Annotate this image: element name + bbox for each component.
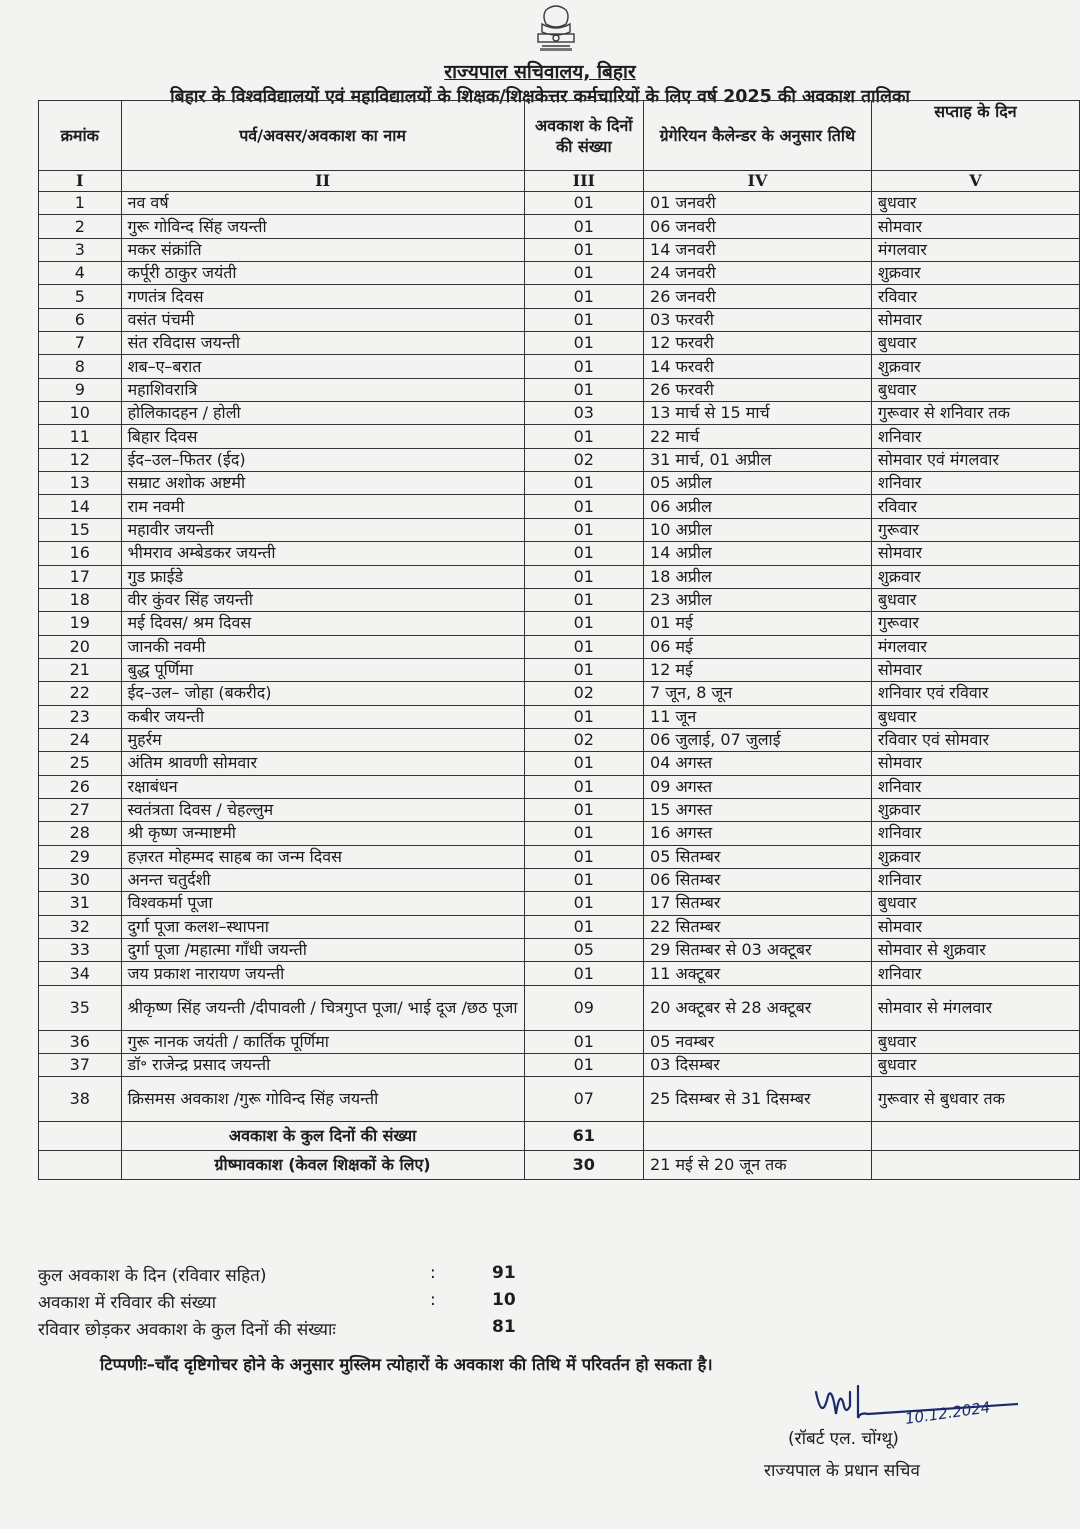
total-date [644,1122,872,1151]
cell-date: 22 सितम्बर [644,915,872,938]
cell-weekday: मंगलवार [871,635,1079,658]
table-row [39,705,1080,728]
cell-sn: 30 [39,868,122,891]
cell-name: विश्वकर्मा पूजा [121,892,524,915]
roman-numeral: V [871,171,1079,192]
total-days-value: 61 [524,1122,643,1151]
cell-weekday: शनिवार [871,962,1079,985]
table-row [39,285,1080,308]
cell-name: दुर्गा पूजा /महात्मा गाँधी जयन्ती [121,939,524,962]
table-row [39,962,1080,985]
cell-weekday: शनिवार [871,425,1079,448]
cell-name: बिहार दिवस [121,425,524,448]
cell-name: अनन्त चतुर्दशी [121,868,524,891]
cell-name: हज़रत मोहम्मद साहब का जन्म दिवस [121,845,524,868]
cell-name: जय प्रकाश नारायण जयन्ती [121,962,524,985]
table-row [39,518,1080,541]
table-row [39,402,1080,425]
cell-name: संत रविदास जयन्ती [121,332,524,355]
cell-days: 01 [524,495,643,518]
cell-date: 05 सितम्बर [644,845,872,868]
cell-date: 14 फरवरी [644,355,872,378]
cell-weekday: शनिवार एवं रविवार [871,682,1079,705]
table-row [39,355,1080,378]
cell-name: गुड फ्राईडे [121,565,524,588]
cell-days: 01 [524,658,643,681]
table-row [39,682,1080,705]
cell-days: 01 [524,635,643,658]
summary-label: कुल अवकाश के दिन (रविवार सहित) [38,1266,267,1286]
cell-days: 01 [524,425,643,448]
cell-date: 12 मई [644,658,872,681]
table-row [39,542,1080,565]
cell-days: 01 [524,612,643,635]
table-row [39,1077,1080,1122]
summer-vacation-date: 21 मई से 20 जून तक [644,1151,872,1180]
cell-sn: 1 [39,192,122,215]
cell-date: 29 सितम्बर से 03 अक्टूबर [644,939,872,962]
cell-date: 12 फरवरी [644,332,872,355]
table-row [39,1030,1080,1053]
cell-name: ईद–उल–फितर (ईद) [121,448,524,471]
cell-weekday: सोमवार [871,542,1079,565]
cell-weekday: सोमवार से मंगलवार [871,985,1079,1030]
cell-weekday: गुरूवार से बुधवार तक [871,1077,1079,1122]
cell-name: श्री कृष्ण जन्माष्टमी [121,822,524,845]
table-row [39,448,1080,471]
cell-name: स्वतंत्रता दिवस / चेहल्लुम [121,798,524,821]
cell-sn: 25 [39,752,122,775]
cell-name: वीर कुंवर सिंह जयन्ती [121,588,524,611]
cell-weekday: सोमवार [871,658,1079,681]
roman-numeral: III [524,171,643,192]
cell-name: भीमराव अम्बेडकर जयन्ती [121,542,524,565]
cell-sn: 22 [39,682,122,705]
cell-weekday: सोमवार से शुक्रवार [871,939,1079,962]
summer-vacation-weekday [871,1151,1079,1180]
cell-name: गणतंत्र दिवस [121,285,524,308]
signatory-name: (रॉबर्ट एल. चोंग्थू) [788,1429,899,1449]
cell-date: 03 दिसम्बर [644,1054,872,1077]
cell-weekday: सोमवार [871,308,1079,331]
cell-days: 05 [524,939,643,962]
cell-weekday: शुक्रवार [871,798,1079,821]
cell-name: मकर संक्रांति [121,238,524,261]
cell-name: डॉ॰ राजेन्द्र प्रसाद जयन्ती [121,1054,524,1077]
roman-numeral: I [39,171,122,192]
cell-date: 16 अगस्त [644,822,872,845]
table-row [39,915,1080,938]
cell-name: महाशिवरात्रि [121,378,524,401]
cell-sn: 29 [39,845,122,868]
cell-days: 01 [524,565,643,588]
cell-days: 02 [524,728,643,751]
table-row [39,892,1080,915]
cell-days: 01 [524,915,643,938]
total-weekday [871,1122,1079,1151]
document-heading: बिहार के विश्वविद्यालयों एवं महाविद्यालयों के शिक्षक/शिक्षकेत्तर कर्मचारियों के लिए वर्ष 2025 की अवकाश तालिका [170,87,910,107]
cell-days: 01 [524,962,643,985]
table-row [39,775,1080,798]
footnote: टिप्पणीः–चाँद दृष्टिगोचर होने के अनुसार मुस्लिम त्योहारों के अवकाश की तिथि में परिवर्तन हो सकता है। [100,1355,713,1374]
cell-date: 13 मार्च से 15 मार्च [644,402,872,425]
signatory-designation: राज्यपाल के प्रधान सचिव [764,1461,920,1481]
cell-date: 03 फरवरी [644,308,872,331]
cell-weekday: सोमवार एवं मंगलवार [871,448,1079,471]
cell-sn: 38 [39,1077,122,1122]
cell-days: 01 [524,705,643,728]
cell-days: 01 [524,752,643,775]
cell-sn: 20 [39,635,122,658]
cell-weekday: बुधवार [871,1030,1079,1053]
cell-days: 07 [524,1077,643,1122]
cell-name: वसंत पंचमी [121,308,524,331]
table-row [39,985,1080,1030]
roman-numeral: II [121,171,524,192]
total-blank [39,1122,122,1151]
cell-date: 23 अप्रील [644,588,872,611]
cell-sn: 27 [39,798,122,821]
cell-sn: 6 [39,308,122,331]
cell-name: नव वर्ष [121,192,524,215]
cell-date: 04 अगस्त [644,752,872,775]
table-row [39,588,1080,611]
cell-name: होलिकादहन / होली [121,402,524,425]
cell-days: 01 [524,1030,643,1053]
signature-date: 10.12.2024 [903,1398,992,1428]
cell-date: 06 जनवरी [644,215,872,238]
summer-blank [39,1151,122,1180]
cell-name: कर्पूरी ठाकुर जयंती [121,262,524,285]
cell-sn: 16 [39,542,122,565]
cell-days: 01 [524,775,643,798]
cell-date: 10 अप्रील [644,518,872,541]
holiday-rows [39,192,1080,1122]
table-row [39,635,1080,658]
cell-sn: 11 [39,425,122,448]
cell-sn: 10 [39,402,122,425]
summary-value: 81 [492,1317,516,1337]
cell-name: मुहर्रम [121,728,524,751]
cell-sn: 32 [39,915,122,938]
summary-value: 10 [492,1290,516,1310]
cell-sn: 34 [39,962,122,985]
cell-sn: 14 [39,495,122,518]
table-row [39,425,1080,448]
cell-weekday: सोमवार [871,215,1079,238]
cell-sn: 26 [39,775,122,798]
cell-sn: 19 [39,612,122,635]
cell-weekday: शुक्रवार [871,845,1079,868]
cell-weekday: बुधवार [871,332,1079,355]
cell-weekday: सोमवार [871,915,1079,938]
cell-weekday: बुधवार [871,1054,1079,1077]
cell-weekday: रविवार [871,285,1079,308]
column-header-weekday: सप्ताह के दिन [871,101,1079,171]
table-row [39,565,1080,588]
cell-sn: 35 [39,985,122,1030]
cell-weekday: शुक्रवार [871,355,1079,378]
cell-date: 7 जून, 8 जून [644,682,872,705]
cell-date: 06 मई [644,635,872,658]
cell-name: कबीर जयन्ती [121,705,524,728]
table-row [39,798,1080,821]
cell-weekday: शनिवार [871,472,1079,495]
cell-date: 14 जनवरी [644,238,872,261]
column-header-name: पर्व/अवसर/अवकाश का नाम [121,101,524,171]
cell-date: 05 अप्रील [644,472,872,495]
cell-name: गुरू नानक जयंती / कार्तिक पूर्णिमा [121,1030,524,1053]
cell-name: श्रीकृष्ण सिंह जयन्ती /दीपावली / चित्रगुप्त पूजा/ भाई दूज /छठ पूजा [121,985,524,1030]
table-row [39,1054,1080,1077]
cell-days: 01 [524,1054,643,1077]
signature-icon [808,1378,1018,1430]
cell-sn: 15 [39,518,122,541]
cell-date: 06 अप्रील [644,495,872,518]
column-header-date: ग्रेगेरियन कैलेन्डर के अनुसार तिथि [644,101,872,171]
column-header-days: अवकाश के दिनों की संख्या [524,101,643,171]
cell-name: अंतिम श्रावणी सोमवार [121,752,524,775]
cell-sn: 9 [39,378,122,401]
cell-days: 01 [524,822,643,845]
cell-days: 01 [524,355,643,378]
cell-days: 01 [524,518,643,541]
table-row [39,658,1080,681]
cell-weekday: गुरूवार [871,612,1079,635]
summary-colon: : [430,1263,436,1283]
table-row [39,495,1080,518]
cell-name: मई दिवस/ श्रम दिवस [121,612,524,635]
cell-date: 01 जनवरी [644,192,872,215]
cell-date: 26 फरवरी [644,378,872,401]
summary-label: रविवार छोड़कर अवकाश के कुल दिनों की संख्याः [38,1320,336,1340]
table-row [39,939,1080,962]
cell-weekday: गुरूवार [871,518,1079,541]
table-row [39,612,1080,635]
cell-date: 06 जुलाई, 07 जुलाई [644,728,872,751]
cell-name: दुर्गा पूजा कलश–स्थापना [121,915,524,938]
cell-name: जानकी नवमी [121,635,524,658]
cell-name: शब–ए–बरात [121,355,524,378]
summary-value: 91 [492,1263,516,1283]
cell-weekday: बुधवार [871,892,1079,915]
cell-sn: 4 [39,262,122,285]
cell-sn: 7 [39,332,122,355]
cell-weekday: बुधवार [871,705,1079,728]
cell-name: सम्राट अशोक अष्टमी [121,472,524,495]
cell-sn: 21 [39,658,122,681]
cell-date: 17 सितम्बर [644,892,872,915]
cell-sn: 8 [39,355,122,378]
cell-name: बुद्ध पूर्णिमा [121,658,524,681]
cell-date: 11 अक्टूबर [644,962,872,985]
cell-days: 02 [524,448,643,471]
table-row [39,238,1080,261]
cell-weekday: शुक्रवार [871,565,1079,588]
cell-date: 25 दिसम्बर से 31 दिसम्बर [644,1077,872,1122]
cell-weekday: मंगलवार [871,238,1079,261]
cell-weekday: बुधवार [871,192,1079,215]
summer-vacation-label: ग्रीष्मावकाश (केवल शिक्षकों के लिए) [121,1151,524,1180]
cell-sn: 17 [39,565,122,588]
cell-days: 01 [524,588,643,611]
table-row [39,215,1080,238]
cell-days: 01 [524,238,643,261]
cell-sn: 12 [39,448,122,471]
cell-weekday: रविवार [871,495,1079,518]
cell-days: 01 [524,308,643,331]
cell-weekday: शनिवार [871,775,1079,798]
cell-sn: 36 [39,1030,122,1053]
cell-sn: 28 [39,822,122,845]
cell-date: 31 मार्च, 01 अप्रील [644,448,872,471]
cell-date: 01 मई [644,612,872,635]
summer-vacation-days: 30 [524,1151,643,1180]
table-row [39,472,1080,495]
cell-date: 26 जनवरी [644,285,872,308]
cell-weekday: बुधवार [871,588,1079,611]
cell-weekday: शनिवार [871,868,1079,891]
cell-name: रक्षाबंधन [121,775,524,798]
table-row [39,822,1080,845]
cell-sn: 5 [39,285,122,308]
cell-days: 01 [524,332,643,355]
cell-days: 01 [524,215,643,238]
cell-sn: 3 [39,238,122,261]
table-row [39,845,1080,868]
total-days-label: अवकाश के कुल दिनों की संख्या [121,1122,524,1151]
table-row [39,378,1080,401]
cell-weekday: बुधवार [871,378,1079,401]
cell-weekday: शुक्रवार [871,262,1079,285]
cell-date: 20 अक्टूबर से 28 अक्टूबर [644,985,872,1030]
table-row [39,192,1080,215]
cell-weekday: शनिवार [871,822,1079,845]
cell-days: 01 [524,472,643,495]
summary-colon: : [430,1290,436,1310]
cell-days: 01 [524,868,643,891]
cell-days: 01 [524,892,643,915]
cell-name: गुरू गोविन्द सिंह जयन्ती [121,215,524,238]
cell-sn: 13 [39,472,122,495]
cell-date: 24 जनवरी [644,262,872,285]
table-row [39,332,1080,355]
cell-weekday: सोमवार [871,752,1079,775]
cell-name: ईद–उल– जोहा (बकरीद) [121,682,524,705]
cell-weekday: गुरूवार से शनिवार तक [871,402,1079,425]
column-header-sn: क्रमांक [39,101,122,171]
cell-date: 15 अगस्त [644,798,872,821]
cell-days: 01 [524,192,643,215]
table-row [39,308,1080,331]
office-title: राज्यपाल सचिवालय, बिहार [444,61,636,83]
cell-date: 05 नवम्बर [644,1030,872,1053]
cell-date: 11 जून [644,705,872,728]
roman-numeral: IV [644,171,872,192]
cell-name: क्रिसमस अवकाश /गुरू गोविन्द सिंह जयन्ती [121,1077,524,1122]
cell-sn: 18 [39,588,122,611]
cell-days: 09 [524,985,643,1030]
holiday-table [38,100,1080,1180]
cell-name: महावीर जयन्ती [121,518,524,541]
cell-days: 02 [524,682,643,705]
cell-sn: 31 [39,892,122,915]
cell-weekday: रविवार एवं सोमवार [871,728,1079,751]
cell-days: 01 [524,798,643,821]
cell-days: 01 [524,262,643,285]
table-row [39,868,1080,891]
cell-days: 01 [524,845,643,868]
cell-days: 01 [524,378,643,401]
cell-date: 09 अगस्त [644,775,872,798]
cell-date: 18 अप्रील [644,565,872,588]
cell-date: 14 अप्रील [644,542,872,565]
cell-sn: 37 [39,1054,122,1077]
cell-days: 01 [524,542,643,565]
table-row [39,262,1080,285]
summary-label: अवकाश में रविवार की संख्या [38,1293,217,1313]
cell-sn: 2 [39,215,122,238]
cell-name: राम नवमी [121,495,524,518]
cell-sn: 24 [39,728,122,751]
state-emblem-icon [528,2,584,56]
cell-sn: 33 [39,939,122,962]
cell-sn: 23 [39,705,122,728]
cell-days: 03 [524,402,643,425]
cell-date: 22 मार्च [644,425,872,448]
cell-days: 01 [524,285,643,308]
table-row [39,752,1080,775]
cell-date: 06 सितम्बर [644,868,872,891]
table-row [39,728,1080,751]
